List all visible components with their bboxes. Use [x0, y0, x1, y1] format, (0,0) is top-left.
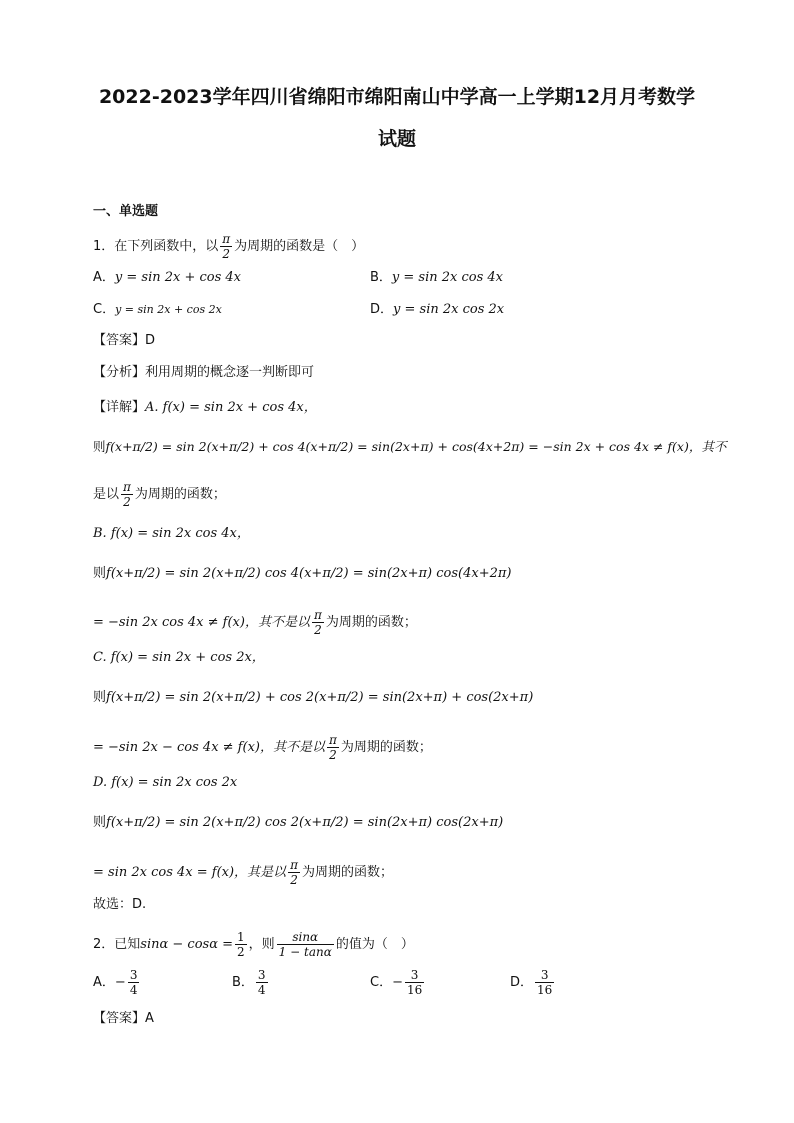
detail-expression: f(x+π/2) = sin 2(x+π/2) cos 4(x+π/2) = sin(2x+π) cos(4x+2π): [106, 566, 512, 581]
option-expression: y = sin 2x cos 2x: [393, 302, 505, 317]
fraction-denominator: 2: [237, 945, 245, 959]
option-expression: y = sin 2x + cos 2x: [115, 303, 222, 316]
fraction-numerator: 3: [129, 968, 138, 982]
q2-stem-prefix: 2．已知: [93, 937, 141, 952]
fraction-numerator: 3: [410, 968, 419, 982]
q1-period-fraction: [220, 232, 232, 261]
fraction-numerator: π: [222, 232, 231, 246]
fraction-numerator: sinα: [292, 930, 319, 944]
then-word: 则: [93, 690, 107, 705]
option-fraction: [256, 968, 268, 997]
q2-option-a: [93, 968, 141, 997]
result-suffix: 为周期的函数；: [325, 615, 417, 630]
detail-expression: f(x+π/2) = sin 2(x+π/2) + cos 2(x+π/2) = sin(2x+π) + cos(2x+π): [106, 690, 534, 705]
option-label: C．: [370, 975, 393, 990]
option-fraction: [535, 968, 554, 997]
q2-answer: 【答案】A: [93, 1011, 154, 1026]
q1-detail-d-def: D. f(x) = sin 2x cos 2x: [93, 775, 238, 790]
q1-choose: 故选：D.: [93, 897, 147, 912]
q2-option-c: [370, 968, 426, 997]
q2-stem-middle: ，则: [248, 937, 275, 952]
q2-target-fraction: [277, 930, 334, 959]
result-expression: = sin 2x cos 4x = f(x)，其是以: [93, 865, 287, 880]
period-fraction: [327, 733, 339, 762]
fraction-denominator: 16: [537, 983, 553, 997]
q1-option-a: [93, 271, 241, 284]
fraction-denominator: 16: [406, 983, 423, 997]
q2-stem-suffix: 的值为（ ）: [335, 937, 414, 952]
fraction-numerator: 1: [237, 930, 245, 944]
fraction-denominator: 4: [257, 983, 266, 997]
period-fraction: [288, 858, 300, 887]
q1-stem: [93, 232, 364, 261]
option-label: A．: [93, 975, 115, 990]
fraction-denominator: 1 − tanα: [278, 945, 332, 959]
analysis-label: 【分析】: [93, 365, 146, 380]
option-expression: y = sin 2x + cos 4x: [114, 270, 242, 285]
q1-detail-b-def: B. f(x) = sin 2x cos 4x，: [93, 526, 250, 541]
detail-expression: f(x+π/2) = sin 2(x+π/2) + cos 4(x+π/2) = sin(2x+π) + cos(4x+2π) = −sin 2x + cos 4x ≠ f(x)，其不: [105, 439, 727, 454]
q1-detail-d-calc: [93, 816, 503, 829]
q1-detail-b-calc: [93, 567, 512, 580]
q1-answer: 【答案】D: [93, 333, 156, 348]
document-title-line1: 2022-2023学年四川省绵阳市绵阳南山中学高一上学期12月月考数学: [98, 86, 696, 108]
q1-analysis: [93, 366, 314, 379]
option-label: B．: [370, 270, 392, 285]
result-expression: = −sin 2x cos 4x ≠ f(x)，其不是以: [93, 615, 310, 630]
q1-option-c: [93, 303, 222, 316]
option-label: D．: [370, 302, 394, 317]
option-fraction: [128, 968, 140, 997]
fraction-denominator: 2: [327, 747, 339, 762]
fraction-numerator: 3: [257, 968, 266, 982]
fraction-denominator: 2: [288, 872, 300, 887]
analysis-text: 利用周期的概念逐一判断即可: [145, 365, 315, 380]
then-word: 则: [93, 566, 107, 581]
option-fraction: [405, 968, 424, 997]
result-suffix: 为周期的函数；: [301, 865, 393, 880]
option-sign: −: [114, 975, 126, 990]
q1-detail-c-def: C. f(x) = sin 2x + cos 2x，: [93, 650, 265, 665]
q1-option-d: [370, 303, 504, 316]
q1-detail-a-calc: [93, 441, 726, 454]
fraction-numerator: 3: [540, 968, 549, 982]
q1-option-b: [370, 271, 503, 284]
result-suffix: 为周期的函数；: [340, 740, 432, 755]
q1-stem-prefix: 1．在下列函数中，以: [93, 239, 219, 254]
option-label: C．: [93, 302, 116, 317]
detail-label: 【详解】: [93, 400, 146, 415]
q2-stem: [93, 930, 414, 959]
option-label: B．: [232, 975, 254, 990]
document-title-line2: 试题: [377, 128, 416, 150]
detail-expression: f(x+π/2) = sin 2(x+π/2) cos 2(x+π/2) = sin(2x+π) cos(2x+π): [106, 815, 504, 830]
conclusion-prefix: 是以: [93, 487, 120, 502]
then-word: 则: [93, 815, 107, 830]
q1-detail-c-result: [93, 733, 432, 762]
q2-half-fraction: [235, 930, 247, 959]
q2-option-b: [232, 968, 270, 997]
q2-condition: sinα − cosα =: [140, 937, 234, 952]
fraction-denominator: 2: [312, 622, 324, 637]
q2-option-d: [510, 968, 556, 997]
option-label: D．: [510, 975, 534, 990]
fraction-numerator: π: [328, 733, 337, 747]
option-label: A．: [93, 270, 115, 285]
result-expression: = −sin 2x − cos 4x ≠ f(x)，其不是以: [93, 740, 325, 755]
q1-detail-d-result: [93, 858, 393, 887]
fraction-denominator: 2: [121, 494, 133, 509]
detail-expression: A. f(x) = sin 2x + cos 4x，: [145, 400, 317, 415]
then-word: 则: [93, 439, 106, 454]
period-fraction: [121, 480, 133, 509]
fraction-numerator: π: [313, 608, 322, 622]
fraction-numerator: π: [290, 858, 298, 872]
section-heading: 一、单选题: [93, 204, 159, 219]
q1-detail-b-result: [93, 608, 417, 637]
conclusion-suffix: 为周期的函数；: [134, 487, 226, 502]
period-fraction: [312, 608, 324, 637]
q1-stem-suffix: 为周期的函数是（ ）: [234, 239, 365, 254]
option-expression: y = sin 2x cos 4x: [391, 270, 504, 285]
fraction-numerator: π: [123, 480, 131, 494]
q1-detail-c-calc: [93, 691, 533, 704]
q1-detail-a-def: [93, 401, 317, 414]
option-sign: −: [392, 975, 403, 990]
fraction-denominator: 2: [220, 246, 232, 261]
q1-detail-a-conclusion: [93, 480, 226, 509]
fraction-denominator: 4: [129, 983, 138, 997]
